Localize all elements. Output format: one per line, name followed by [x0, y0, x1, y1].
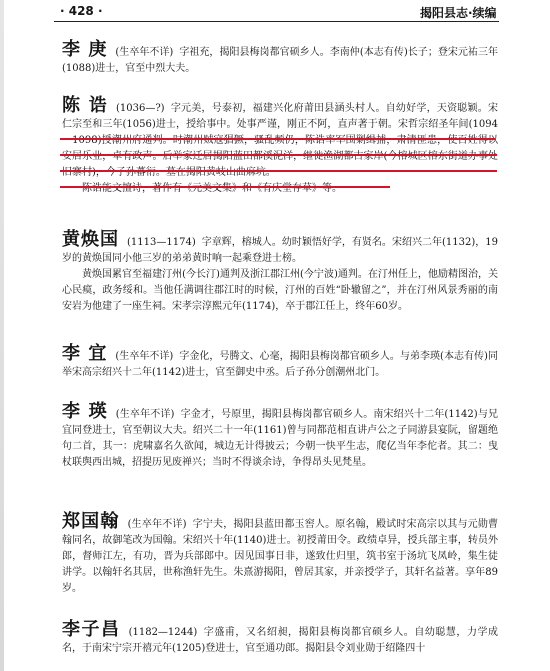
entry-name: 李 庚 — [62, 39, 108, 60]
entry-dates: (生卒年不详) — [115, 409, 175, 420]
entry-text: 字金化，号腾文、心毫，揭阳县梅岗都官硕乡人。与弟李瑛(本志有传)同举宋高宗绍兴十二年(1142)进士，官至御史中丞。后子孙分创潮州北门。 — [62, 351, 498, 378]
entry-text-2: 黄焕国累官至福建汀州(今长汀)通判及浙江郡江州(今宁波)通判。在汀州任上，他励精图治，关心民瘼，政务绥和。当他任满调往郡江时的时候，汀州的百姓“卧辙留之”，并在汀州风景秀丽的南安岩为他建了一座生祠。宋孝宗淳熙元年(1174)，卒于郡江任上，终年60岁。 — [62, 269, 498, 312]
biography-entry-huang-huanguo — [62, 229, 498, 315]
entry-dates: (生卒年不详) — [115, 351, 174, 362]
red-underline-2 — [60, 154, 497, 156]
page-number: · 428 · — [60, 4, 103, 18]
entry-text: 字元美，号泰初，福建兴化府莆田县涵头村人。自幼好学，天资聪颖。宋仁宗至和三年(1056)进士，授给事中。处事严谨，刚正不阿，直声著于朝。宋哲宗绍圣年间(1094～1098)授潮州府通判。时潮州贼寇猖獗，骚乱频仍，陈诰率军围剿缉捕，肃清匪患，使百姓得以安居乐业，卓有政声。后举家迁居揭阳蓝田都溪泥洋，继徙渔湖都古家岸(今榕城区榕东街道办事处旧寨村)，今子孙蕃衍。墓在揭阳黄岐山曲麻坑。 — [62, 103, 498, 178]
header-rule — [54, 21, 499, 22]
entry-name: 陈 诰 — [62, 95, 108, 116]
entry-name: 李 宜 — [62, 343, 108, 364]
entry-dates: (1113—1174) — [127, 237, 196, 248]
entry-name: 郑国翰 — [62, 511, 120, 532]
page-header — [0, 0, 550, 22]
biography-entry-li-geng — [62, 39, 498, 77]
entry-name: 黄焕国 — [62, 229, 120, 250]
entry-text: 字祖充，揭阳县梅岗都官硕乡人。李南仲(本志有传)长子；登宋元祐三年(1088)进士，官至中烈大夫。 — [62, 47, 498, 74]
entry-paragraph — [62, 39, 498, 77]
entry-paragraph — [62, 401, 498, 471]
red-underline-4 — [60, 186, 390, 188]
entry-text: 字章辉，榕城人。幼时颖悟好学，有贤名。宋绍兴二年(1132)，19岁的黄焕国同小他三岁的弟弟黄时响一起乘登进士榜。 — [62, 237, 498, 264]
entry-paragraph — [62, 229, 498, 267]
biography-entry-zheng-guohan — [62, 511, 499, 597]
running-title: 揭阳县志·续编 — [420, 6, 497, 20]
entry-dates: (生卒年不详) — [115, 47, 174, 58]
scan-edge-shadow — [0, 0, 4, 671]
entry-name: 李 瑛 — [62, 401, 108, 422]
entry-paragraph-2 — [62, 267, 498, 315]
entry-paragraph — [62, 511, 499, 597]
biography-entry-chen-gao — [62, 95, 498, 197]
entry-text-2: 陈诰能文擅诗，著作有《元美文集》和《有庆堂存草》等。 — [82, 183, 342, 194]
red-underline-1 — [60, 138, 495, 140]
entry-paragraph — [62, 619, 499, 657]
biography-entry-li-ying — [62, 401, 498, 471]
entry-paragraph — [62, 343, 498, 381]
entry-dates: (生卒年不详) — [127, 519, 187, 530]
entry-dates: (1036—?) — [115, 103, 165, 114]
biography-entry-li-yi — [62, 343, 498, 381]
red-underline-3 — [60, 170, 497, 172]
entry-text: 字金才，号原里，揭阳县梅岗都官硕乡人。南宋绍兴十二年(1142)与兄宜同登进士，官至朝议大夫。绍兴二十一年(1161)曾与同都范相直讲卢公之子同游县宴阮，留题绝句二首，其一：虎啸嘉名久欲闻，城边无计得披云；今朝一快平生志，爬亿当年李佗者。其二：曳杖联舆西出城，招提历见废禅兴；当时不得谈余诗，争得昂头见梵星。 — [62, 409, 498, 468]
entry-paragraph-2 — [62, 181, 498, 197]
entry-text: 字宁夫，揭阳县蓝田都玉窖人。原名翰，殿试时宋高宗以其与元勋曹翰同名，故御笔改为国翰。宋绍兴十年(1140)进士。初授莆田令。政绩卓异，授兵部主事，转员外郎，督师江左，有功，晋为兵部郎中。因见国事日非，遂致仕归里，筑书室于汤坑飞凤岭，集生徒讲学。以翰轩名其居，世称渔轩先生。朱熹游揭阳，曾居其家，并亲授学子，其轩名益著。享年89岁。 — [62, 519, 499, 594]
entry-dates: (1182—1244) — [128, 627, 198, 638]
biography-entry-li-zichang — [62, 619, 499, 657]
entry-name: 李子昌 — [62, 619, 121, 640]
entry-text: 字盛甫，又名绍昶，揭阳县梅岗都官硕乡人。自幼聪慧，力学成名，于南宋宁宗开禧元年(1205)登进士，官至通功郎。揭阳县令刘业勋于绍隆四十 — [62, 627, 499, 654]
